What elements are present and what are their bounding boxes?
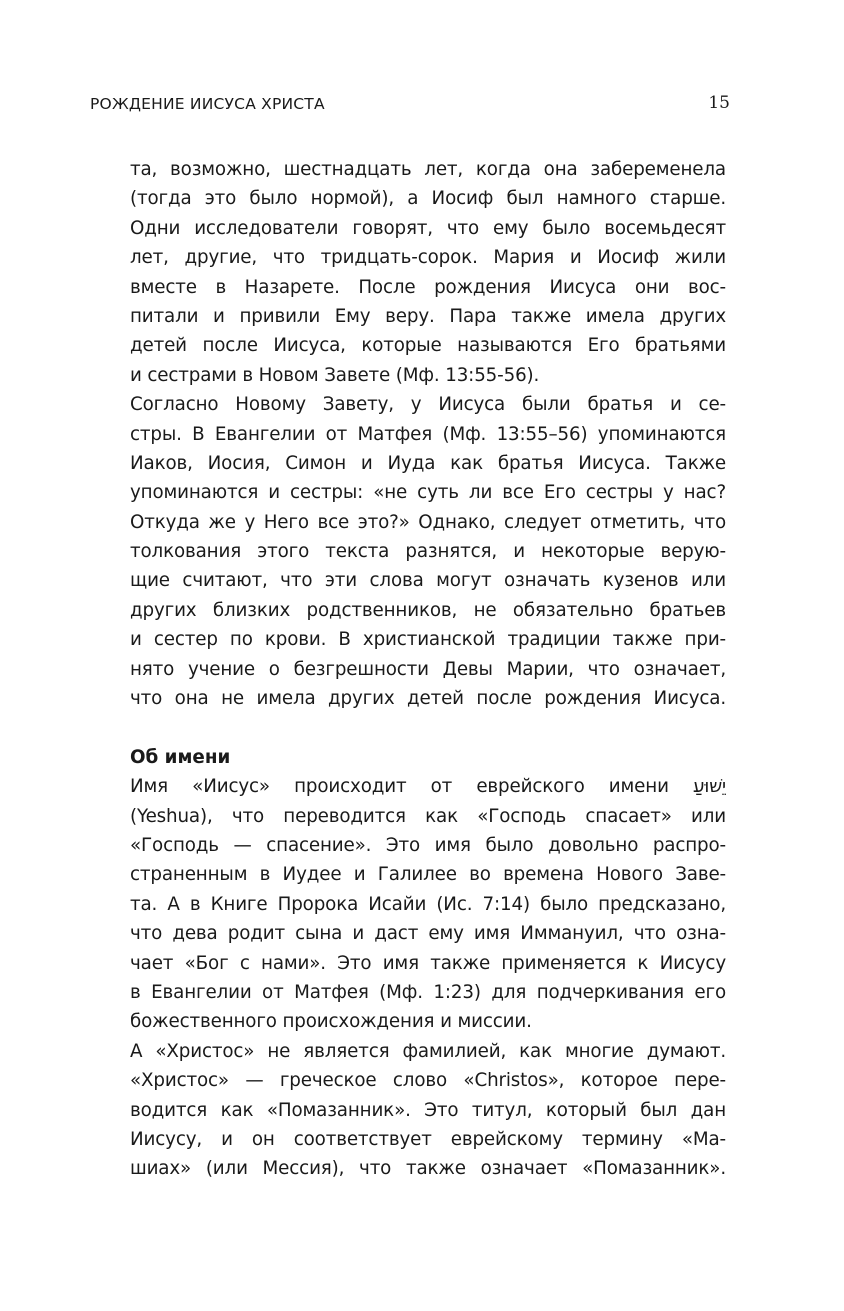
text-line: «Христос» — греческое слово «Christos», которое пере- xyxy=(130,1070,726,1092)
paragraph xyxy=(130,390,726,713)
section-spacer xyxy=(130,713,726,742)
text-line: (тогда это было нормой), а Иосиф был намного старше. xyxy=(130,188,726,210)
text-line: Одни исследователи говорят, что ему было восемьдесят xyxy=(130,217,726,239)
text-line: «Господь — спасение». Это имя было довольно распро- xyxy=(130,834,726,856)
text-line: Согласно Новому Завету, у Иисуса были братья и се- xyxy=(130,394,726,416)
text-line: Иаков, Иосия, Симон и Иуда как братья Иисуса. Также xyxy=(130,452,726,474)
text-line: лет, другие, что тридцать-сорок. Мария и Иосиф жили xyxy=(130,247,726,269)
text-line: упоминаются и сестры: «не суть ли все Его сестры у нас? xyxy=(130,482,726,504)
text-line: А «Христос» не является фамилией, как многие думают. xyxy=(130,1040,726,1062)
text-line: толкования этого текста разнятся, и некоторые верую- xyxy=(130,541,726,563)
text-line: та, возможно, шестнадцать лет, когда она забеременела xyxy=(130,159,726,180)
text-line: нято учение о безгрешности Девы Марии, что означает, xyxy=(130,658,726,680)
paragraph xyxy=(130,772,726,1037)
text-line: Иисусу, и он соответствует еврейскому термину «Ма- xyxy=(130,1128,726,1150)
text-line: других близких родственников, не обязательно братьев xyxy=(130,599,726,621)
text-line: та. А в Книге Пророка Исайи (Ис. 7:14) было предсказано, xyxy=(130,893,726,915)
page-number: 15 xyxy=(708,93,730,113)
paragraph xyxy=(130,155,726,390)
text-line: Имя «Иисус» происходит от еврейского имени יֵשׁוּעַ xyxy=(130,776,726,798)
body-text xyxy=(130,155,726,1184)
text-line: питали и привили Ему веру. Пара также имела других xyxy=(130,305,726,327)
text-line: (Yeshua), что переводится как «Господь спасает» или xyxy=(130,805,726,827)
running-head-title: РОЖДЕНИЕ ИИСУСА ХРИСТА xyxy=(90,95,325,113)
text-line: чает «Бог с нами». Это имя также применяется к Иисусу xyxy=(130,952,726,974)
text-line: Откуда же у Него все это?» Однако, следует отметить, что xyxy=(130,511,726,533)
text-line: и сестер по крови. В христианской традиции также при- xyxy=(130,629,726,651)
text-line: детей после Иисуса, которые называются Его братьями xyxy=(130,335,726,357)
text-line: что дева родит сына и даст ему имя Иммануил, что озна- xyxy=(130,923,726,945)
text-line: вместе в Назарете. После рождения Иисуса они вос- xyxy=(130,276,726,298)
text-line: в Евангелии от Матфея (Мф. 1:23) для подчеркивания его xyxy=(130,981,726,1003)
paragraph xyxy=(130,1037,726,1184)
text-line: и сестрами в Новом Завете (Мф. 13:55-56). xyxy=(130,364,540,386)
section-heading: Об имени xyxy=(130,746,231,768)
text-line: шиах» (или Мессия), что также означает «Помазанник». xyxy=(130,1158,726,1180)
text-line: водится как «Помазанник». Это титул, который был дан xyxy=(130,1099,726,1121)
text-line: стры. В Евангелии от Матфея (Мф. 13:55–56) упоминаются xyxy=(130,423,726,445)
text-line: божественного происхождения и миссии. xyxy=(130,1011,532,1033)
text-line: страненным в Иудее и Галилее во времена Нового Заве- xyxy=(130,864,726,886)
text-line: что она не имела других детей после рождения Иисуса. xyxy=(130,688,726,710)
text-line: щие считают, что эти слова могут означать кузенов или xyxy=(130,570,726,592)
